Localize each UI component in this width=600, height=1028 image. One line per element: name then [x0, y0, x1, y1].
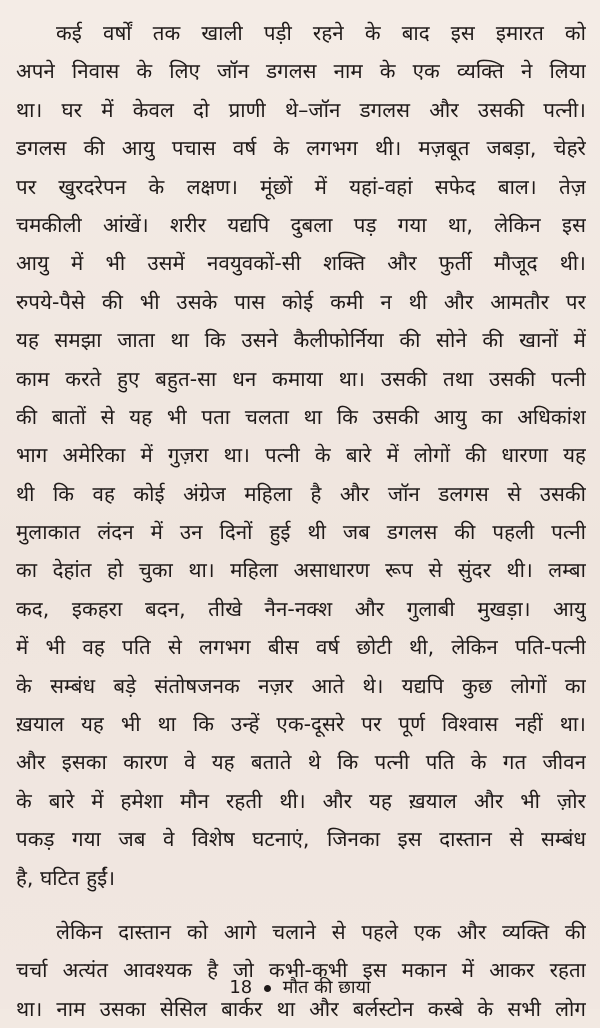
- text-line: ख़याल यह भी था कि उन्हें एक-दूसरे पर पूर्ण विश्वास नहीं था।: [16, 712, 586, 737]
- text-line: डगलस की आयु पचास वर्ष के लगभग थी। मज़बूत जबड़ा, चेहरे: [16, 136, 586, 161]
- text-line: के बारे में हमेशा मौन रहती थी। और यह ख़याल और भी ज़ोर: [16, 788, 586, 813]
- text-line: चमकीली आंखें। शरीर यद्यपि दुबला पड़ गया था, लेकिन इस: [16, 212, 586, 237]
- text-line: है, घटित हुईं।: [16, 865, 116, 890]
- text-line: अपने निवास के लिए जॉन डगलस नाम के एक व्यक्ति ने लिया: [16, 59, 586, 84]
- text-line: का देहांत हो चुका था। महिला असाधारण रूप से सुंदर थी। लम्बा: [16, 558, 586, 583]
- paragraph-2: [16, 913, 586, 1028]
- text-line: में भी वह पति से लगभग बीस वर्ष छोटी थी, लेकिन पति-पत्नी: [16, 635, 586, 660]
- text-line: चर्चा अत्यंत आवश्यक है जो कभी-कभी इस मकान में आकर रहता: [16, 958, 586, 983]
- text-line: की बातों से यह भी पता चलता था कि उसकी आयु का अधिकांश: [16, 404, 586, 429]
- text-line: था। नाम उसका सेसिल बार्कर था और बर्लस्टोन कस्बे के सभी लोग: [16, 996, 586, 1021]
- page-number: 18: [229, 977, 253, 998]
- text-line: मुलाकात लंदन में उन दिनों हुई थी जब डगलस की पहली पत्नी: [16, 520, 586, 545]
- book-title: मौत की छाया: [282, 977, 371, 998]
- text-line: आयु में भी उसमें नवयुवकों-सी शक्ति और फुर्ती मौजूद थी।: [16, 251, 586, 276]
- text-line: था। घर में केवल दो प्राणी थे–जॉन डगलस और उसकी पत्नी।: [16, 97, 586, 122]
- text-line: कई वर्षों तक खाली पड़ी रहने के बाद इस इमारत को: [56, 21, 586, 45]
- text-line: कद, इकहरा बदन, तीखे नैन-नक्श और गुलाबी मुखड़ा। आयु: [16, 596, 586, 621]
- text-line: थी कि वह कोई अंग्रेज महिला है और जॉन डलगस से उसकी: [16, 481, 586, 506]
- paragraph-gap: [16, 897, 586, 913]
- text-line: के सम्बंध बड़े संतोषजनक नज़र आते थे। यद्यपि कुछ लोगों का: [16, 673, 586, 698]
- text-line: पर खुरदरेपन के लक्षण। मूंछों में यहां-वहां सफेद बाल। तेज़: [16, 174, 586, 199]
- text-line: भाग अमेरिका में गुज़रा था। पत्नी के बारे में लोगों की धारणा यह: [16, 443, 586, 468]
- text-line: और इसका कारण वे यह बताते थे कि पत्नी पति के गत जीवन: [16, 750, 586, 775]
- bullet-separator-icon: [264, 985, 271, 992]
- paragraph-1: [16, 14, 586, 897]
- text-line: काम करते हुए बहुत-सा धन कमाया था। उसकी तथा उसकी पत्नी: [16, 366, 586, 391]
- text-line: लेकिन दास्तान को आगे चलाने से पहले एक और व्यक्ति की: [56, 919, 586, 944]
- text-line: पकड़ गया जब वे विशेष घटनाएं, जिनका इस दास्तान से सम्बंध: [16, 827, 586, 852]
- text-line: रुपये-पैसे की भी उसके पास कोई कमी न थी और आमतौर पर: [16, 289, 586, 314]
- page-footer: [0, 976, 600, 1000]
- text-line: यह समझा जाता था कि उसने कैलीफोर्निया की सोने की खानों में: [16, 328, 586, 353]
